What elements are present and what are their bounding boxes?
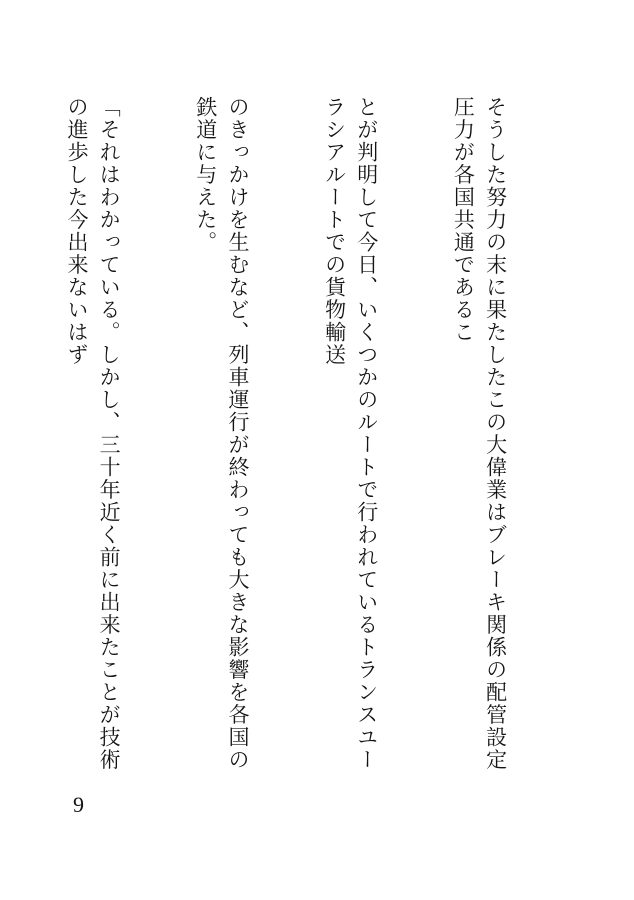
text-line-4: 「それはわかっている。しかし、三十年近く前に出来たことが技術の進歩した今出来ないはず [64,96,122,771]
text-line-1: そうした努力の末に果たしたこの大偉業はブレーキ関係の配管設定圧力が各国共通であるこ [451,96,508,771]
vertical-text-block [46,96,576,786]
text-line-2: とが判明して今日、いくつかのルートで行われているトランスユーラシアルートでの貨物輸送 [322,96,379,771]
page-number: 9 [73,792,84,817]
text-line-3: のきっかけを生むなど、列車運行が終わっても大きな影響を各国の鉄道に与えた。 [193,96,250,771]
